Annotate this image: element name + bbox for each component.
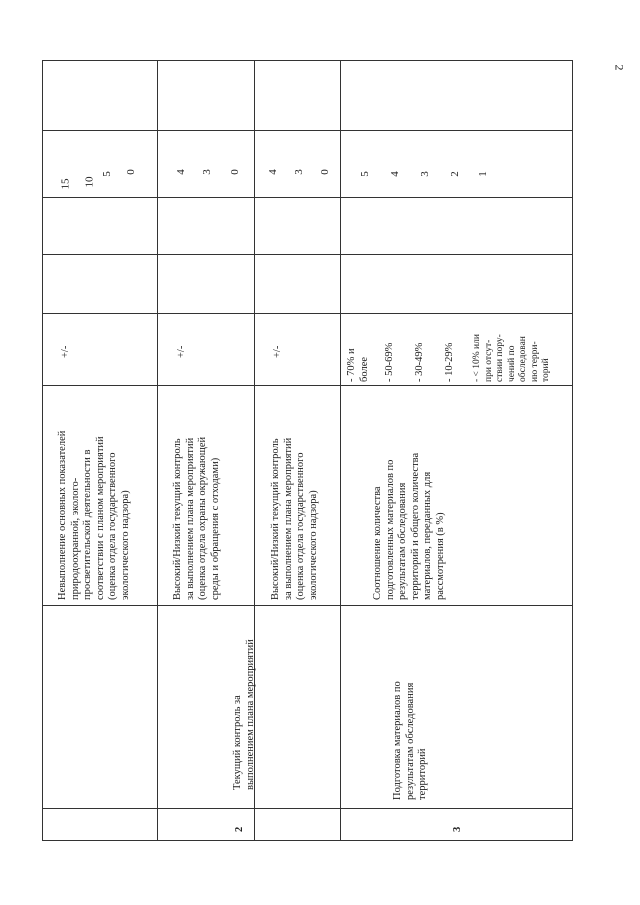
column-divider xyxy=(42,385,572,386)
column-divider xyxy=(42,130,572,131)
table-border-left xyxy=(42,60,43,841)
row4-number: 3 xyxy=(452,826,463,832)
row-divider xyxy=(157,60,158,841)
row4-score: 3 xyxy=(418,171,431,177)
row2-score: 0 xyxy=(228,169,241,175)
row2-indicator: Текущий контроль за выполнением плана мероприятий xyxy=(232,639,256,790)
row4-indicator: Подготовка материалов по результатам обследования территорий xyxy=(392,681,428,800)
column-divider xyxy=(42,808,572,809)
row1-score: 10 xyxy=(83,176,96,188)
row4-criterion: Соотношение количества подготовленных материалов по результатам обследования территорий и общего количества материалов, переданных для рассмотрения (в %) xyxy=(372,452,446,600)
row1-scores xyxy=(60,197,73,235)
row1-score: 0 xyxy=(124,169,137,175)
row3-score: 3 xyxy=(292,169,305,175)
column-divider xyxy=(42,605,572,606)
row1-criterion: Невыполнение основных показателей природоохранной, эколого- просветительской деятельности в соответствии с планом мероприятий (оценка отдела государственного экологического надзора) xyxy=(57,430,131,600)
row2-score: 3 xyxy=(200,169,213,175)
row4-score: 5 xyxy=(358,171,371,177)
row2-score: 4 xyxy=(174,169,187,175)
row4-score: 2 xyxy=(448,171,461,177)
table-border-bottom xyxy=(42,840,572,841)
row4-range: - 10-29% xyxy=(444,342,455,382)
row3-score: 0 xyxy=(318,169,331,175)
row4-range: - 50-69% xyxy=(384,342,395,382)
row2-number: 2 xyxy=(234,826,245,832)
row3-score: 4 xyxy=(266,169,279,175)
row4-range: - 30-49% xyxy=(414,342,425,382)
row2-sign: +/- xyxy=(176,345,187,358)
row4-score: 4 xyxy=(388,171,401,177)
table-border-right xyxy=(572,60,573,841)
row4-range: - < 10% или при отсут- ствии пору- чений по обследован ию терри- торий xyxy=(472,334,551,382)
row4-score: 1 xyxy=(476,171,489,177)
column-divider xyxy=(42,254,572,255)
table-border-top xyxy=(42,60,572,61)
row2-criterion: Высокий/Низкий текущий контроль за выполнением плана мероприятий (оценка отдела охраны окружающей среды и обращения с отходами) xyxy=(172,436,221,600)
row-divider xyxy=(340,60,341,841)
row1-sign: +/- xyxy=(60,345,71,358)
column-divider xyxy=(42,313,572,314)
page-number: 2 xyxy=(612,64,627,71)
row4-range: - 70% и более xyxy=(346,348,370,382)
row1-score: 15 xyxy=(59,178,72,190)
row1-score: 5 xyxy=(100,171,113,177)
column-divider xyxy=(42,197,572,198)
row3-criterion: Высокий/Низкий текущий контроль за выполнением плана мероприятий (оценка отдела государственного экологического надзора) xyxy=(270,437,319,600)
row3-sign: +/- xyxy=(272,345,283,358)
